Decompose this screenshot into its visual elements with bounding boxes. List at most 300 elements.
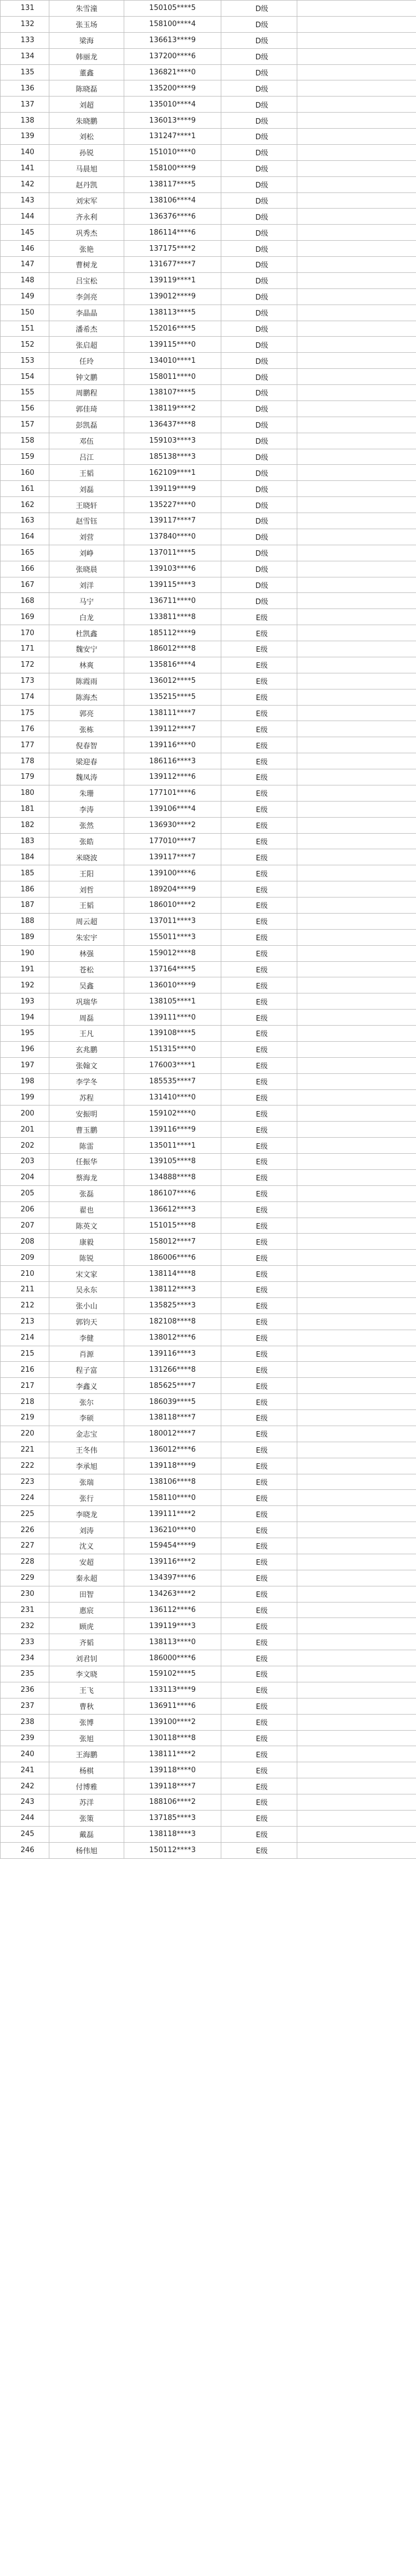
row-number-cell[interactable]: 211: [1, 1282, 49, 1298]
row-number-cell[interactable]: 145: [1, 225, 49, 241]
name-cell[interactable]: 刘洋: [49, 577, 124, 593]
name-cell[interactable]: 朱雪潼: [49, 1, 124, 17]
phone-cell[interactable]: 136911****6: [124, 1698, 221, 1714]
phone-cell[interactable]: 131266****8: [124, 1362, 221, 1378]
empty-cell[interactable]: [297, 1201, 416, 1218]
phone-cell[interactable]: 185112****9: [124, 625, 221, 641]
level-cell[interactable]: E级: [221, 1185, 297, 1201]
empty-cell[interactable]: [297, 977, 416, 993]
name-cell[interactable]: 齐永利: [49, 209, 124, 225]
level-cell[interactable]: E级: [221, 1698, 297, 1714]
level-cell[interactable]: E级: [221, 769, 297, 785]
name-cell[interactable]: 张行: [49, 1490, 124, 1506]
empty-cell[interactable]: [297, 1, 416, 17]
level-cell[interactable]: E级: [221, 1730, 297, 1746]
empty-cell[interactable]: [297, 1570, 416, 1586]
phone-cell[interactable]: 180012****7: [124, 1426, 221, 1442]
empty-cell[interactable]: [297, 1282, 416, 1298]
name-cell[interactable]: 朱珊: [49, 785, 124, 801]
level-cell[interactable]: E级: [221, 1682, 297, 1698]
level-cell[interactable]: E级: [221, 929, 297, 945]
phone-cell[interactable]: 138111****2: [124, 1746, 221, 1762]
level-cell[interactable]: E级: [221, 801, 297, 817]
row-number-cell[interactable]: 217: [1, 1378, 49, 1394]
empty-cell[interactable]: [297, 961, 416, 977]
level-cell[interactable]: D级: [221, 64, 297, 80]
level-cell[interactable]: E级: [221, 1666, 297, 1682]
row-number-cell[interactable]: 206: [1, 1201, 49, 1218]
empty-cell[interactable]: [297, 929, 416, 945]
phone-cell[interactable]: 138119****2: [124, 400, 221, 417]
name-cell[interactable]: 倪春智: [49, 737, 124, 753]
name-cell[interactable]: 李鑫义: [49, 1378, 124, 1394]
row-number-cell[interactable]: 146: [1, 241, 49, 257]
row-number-cell[interactable]: 221: [1, 1442, 49, 1458]
name-cell[interactable]: 陈锐: [49, 1250, 124, 1266]
level-cell[interactable]: D级: [221, 545, 297, 561]
row-number-cell[interactable]: 180: [1, 785, 49, 801]
phone-cell[interactable]: 186006****6: [124, 1250, 221, 1266]
phone-cell[interactable]: 135215****5: [124, 689, 221, 705]
name-cell[interactable]: 魏安宁: [49, 641, 124, 657]
level-cell[interactable]: E级: [221, 1026, 297, 1042]
name-cell[interactable]: 米晓波: [49, 849, 124, 865]
row-number-cell[interactable]: 169: [1, 609, 49, 625]
phone-cell[interactable]: 139116****0: [124, 737, 221, 753]
empty-cell[interactable]: [297, 48, 416, 64]
empty-cell[interactable]: [297, 176, 416, 192]
level-cell[interactable]: E级: [221, 625, 297, 641]
row-number-cell[interactable]: 139: [1, 129, 49, 145]
level-cell[interactable]: D级: [221, 129, 297, 145]
phone-cell[interactable]: 150105****5: [124, 1, 221, 17]
name-cell[interactable]: 王韬: [49, 465, 124, 481]
row-number-cell[interactable]: 163: [1, 513, 49, 529]
empty-cell[interactable]: [297, 1474, 416, 1490]
level-cell[interactable]: E级: [221, 689, 297, 705]
name-cell[interactable]: 刘宋军: [49, 192, 124, 209]
phone-cell[interactable]: 135825****3: [124, 1297, 221, 1314]
row-number-cell[interactable]: 234: [1, 1650, 49, 1666]
empty-cell[interactable]: [297, 1714, 416, 1730]
name-cell[interactable]: 梁海: [49, 32, 124, 48]
phone-cell[interactable]: 158011****0: [124, 369, 221, 385]
level-cell[interactable]: D级: [221, 1, 297, 17]
name-cell[interactable]: 顾虎: [49, 1618, 124, 1634]
name-cell[interactable]: 秦永超: [49, 1570, 124, 1586]
name-cell[interactable]: 陈海杰: [49, 689, 124, 705]
phone-cell[interactable]: 135010****4: [124, 97, 221, 113]
row-number-cell[interactable]: 141: [1, 160, 49, 176]
empty-cell[interactable]: [297, 1089, 416, 1106]
phone-cell[interactable]: 139118****7: [124, 1778, 221, 1794]
empty-cell[interactable]: [297, 1073, 416, 1089]
row-number-cell[interactable]: 239: [1, 1730, 49, 1746]
level-cell[interactable]: E级: [221, 1218, 297, 1234]
name-cell[interactable]: 李涛: [49, 801, 124, 817]
level-cell[interactable]: E级: [221, 1266, 297, 1282]
row-number-cell[interactable]: 227: [1, 1538, 49, 1554]
phone-cell[interactable]: 159102****0: [124, 1106, 221, 1122]
level-cell[interactable]: E级: [221, 1490, 297, 1506]
name-cell[interactable]: 林爽: [49, 657, 124, 673]
row-number-cell[interactable]: 195: [1, 1026, 49, 1042]
row-number-cell[interactable]: 156: [1, 400, 49, 417]
empty-cell[interactable]: [297, 945, 416, 961]
name-cell[interactable]: 杨伟旭: [49, 1842, 124, 1858]
row-number-cell[interactable]: 147: [1, 257, 49, 273]
phone-cell[interactable]: 139105****8: [124, 1154, 221, 1170]
name-cell[interactable]: 吕宝松: [49, 272, 124, 288]
empty-cell[interactable]: [297, 1138, 416, 1154]
phone-cell[interactable]: 139117****7: [124, 849, 221, 865]
empty-cell[interactable]: [297, 1746, 416, 1762]
name-cell[interactable]: 曹玉鹏: [49, 1122, 124, 1138]
empty-cell[interactable]: [297, 817, 416, 833]
name-cell[interactable]: 巩瑞华: [49, 993, 124, 1010]
row-number-cell[interactable]: 193: [1, 993, 49, 1010]
phone-cell[interactable]: 136376****6: [124, 209, 221, 225]
level-cell[interactable]: E级: [221, 1362, 297, 1378]
name-cell[interactable]: 王海鹏: [49, 1746, 124, 1762]
phone-cell[interactable]: 136612****3: [124, 1201, 221, 1218]
empty-cell[interactable]: [297, 497, 416, 513]
empty-cell[interactable]: [297, 1410, 416, 1426]
phone-cell[interactable]: 186000****6: [124, 1650, 221, 1666]
row-number-cell[interactable]: 173: [1, 673, 49, 689]
level-cell[interactable]: E级: [221, 1634, 297, 1650]
empty-cell[interactable]: [297, 1250, 416, 1266]
row-number-cell[interactable]: 166: [1, 561, 49, 577]
row-number-cell[interactable]: 167: [1, 577, 49, 593]
row-number-cell[interactable]: 236: [1, 1682, 49, 1698]
row-number-cell[interactable]: 155: [1, 385, 49, 401]
level-cell[interactable]: E级: [221, 785, 297, 801]
empty-cell[interactable]: [297, 801, 416, 817]
empty-cell[interactable]: [297, 1314, 416, 1330]
row-number-cell[interactable]: 174: [1, 689, 49, 705]
empty-cell[interactable]: [297, 449, 416, 465]
level-cell[interactable]: D级: [221, 417, 297, 433]
level-cell[interactable]: D级: [221, 113, 297, 129]
row-number-cell[interactable]: 183: [1, 833, 49, 849]
name-cell[interactable]: 任振华: [49, 1154, 124, 1170]
level-cell[interactable]: D级: [221, 16, 297, 32]
phone-cell[interactable]: 139111****0: [124, 1010, 221, 1026]
empty-cell[interactable]: [297, 1122, 416, 1138]
empty-cell[interactable]: [297, 561, 416, 577]
row-number-cell[interactable]: 176: [1, 721, 49, 737]
level-cell[interactable]: E级: [221, 1314, 297, 1330]
row-number-cell[interactable]: 245: [1, 1826, 49, 1842]
phone-cell[interactable]: 138117****5: [124, 176, 221, 192]
phone-cell[interactable]: 139115****0: [124, 337, 221, 353]
name-cell[interactable]: 周磊: [49, 1010, 124, 1026]
name-cell[interactable]: 沈义: [49, 1538, 124, 1554]
empty-cell[interactable]: [297, 657, 416, 673]
name-cell[interactable]: 杨棋: [49, 1762, 124, 1778]
row-number-cell[interactable]: 185: [1, 865, 49, 881]
empty-cell[interactable]: [297, 609, 416, 625]
phone-cell[interactable]: 137011****5: [124, 545, 221, 561]
name-cell[interactable]: 康毅: [49, 1234, 124, 1250]
level-cell[interactable]: E级: [221, 1138, 297, 1154]
empty-cell[interactable]: [297, 1154, 416, 1170]
phone-cell[interactable]: 134263****2: [124, 1586, 221, 1602]
name-cell[interactable]: 马宁: [49, 593, 124, 609]
row-number-cell[interactable]: 135: [1, 64, 49, 80]
phone-cell[interactable]: 139118****9: [124, 1458, 221, 1474]
empty-cell[interactable]: [297, 785, 416, 801]
empty-cell[interactable]: [297, 129, 416, 145]
level-cell[interactable]: D级: [221, 32, 297, 48]
empty-cell[interactable]: [297, 1778, 416, 1794]
phone-cell[interactable]: 137185****3: [124, 1810, 221, 1826]
row-number-cell[interactable]: 149: [1, 288, 49, 305]
empty-cell[interactable]: [297, 641, 416, 657]
name-cell[interactable]: 张小山: [49, 1297, 124, 1314]
level-cell[interactable]: E级: [221, 1378, 297, 1394]
row-number-cell[interactable]: 168: [1, 593, 49, 609]
name-cell[interactable]: 钟文鹏: [49, 369, 124, 385]
name-cell[interactable]: 张瑞: [49, 1474, 124, 1490]
name-cell[interactable]: 郭佳琦: [49, 400, 124, 417]
name-cell[interactable]: 潘希杰: [49, 321, 124, 337]
empty-cell[interactable]: [297, 1346, 416, 1362]
empty-cell[interactable]: [297, 1554, 416, 1570]
level-cell[interactable]: D级: [221, 385, 297, 401]
name-cell[interactable]: 程子富: [49, 1362, 124, 1378]
empty-cell[interactable]: [297, 833, 416, 849]
level-cell[interactable]: D级: [221, 176, 297, 192]
row-number-cell[interactable]: 170: [1, 625, 49, 641]
name-cell[interactable]: 惠宸: [49, 1602, 124, 1618]
name-cell[interactable]: 张晓晨: [49, 561, 124, 577]
phone-cell[interactable]: 139012****9: [124, 288, 221, 305]
phone-cell[interactable]: 182108****8: [124, 1314, 221, 1330]
phone-cell[interactable]: 159102****5: [124, 1666, 221, 1682]
level-cell[interactable]: D级: [221, 513, 297, 529]
level-cell[interactable]: E级: [221, 1714, 297, 1730]
phone-cell[interactable]: 139119****1: [124, 272, 221, 288]
level-cell[interactable]: E级: [221, 961, 297, 977]
row-number-cell[interactable]: 241: [1, 1762, 49, 1778]
empty-cell[interactable]: [297, 673, 416, 689]
phone-cell[interactable]: 158012****7: [124, 1234, 221, 1250]
name-cell[interactable]: 孙锐: [49, 144, 124, 160]
phone-cell[interactable]: 131677****7: [124, 257, 221, 273]
empty-cell[interactable]: [297, 1730, 416, 1746]
name-cell[interactable]: 王冬伟: [49, 1442, 124, 1458]
phone-cell[interactable]: 189204****9: [124, 881, 221, 897]
name-cell[interactable]: 王阳: [49, 865, 124, 881]
empty-cell[interactable]: [297, 209, 416, 225]
phone-cell[interactable]: 138118****7: [124, 1410, 221, 1426]
phone-cell[interactable]: 139106****4: [124, 801, 221, 817]
name-cell[interactable]: 刘涛: [49, 1522, 124, 1538]
row-number-cell[interactable]: 235: [1, 1666, 49, 1682]
empty-cell[interactable]: [297, 465, 416, 481]
row-number-cell[interactable]: 187: [1, 897, 49, 914]
row-number-cell[interactable]: 171: [1, 641, 49, 657]
name-cell[interactable]: 白龙: [49, 609, 124, 625]
row-number-cell[interactable]: 177: [1, 737, 49, 753]
level-cell[interactable]: E级: [221, 1410, 297, 1426]
empty-cell[interactable]: [297, 433, 416, 449]
name-cell[interactable]: 王韬: [49, 897, 124, 914]
level-cell[interactable]: D级: [221, 593, 297, 609]
empty-cell[interactable]: [297, 865, 416, 881]
empty-cell[interactable]: [297, 385, 416, 401]
name-cell[interactable]: 翟也: [49, 1201, 124, 1218]
name-cell[interactable]: 张玉场: [49, 16, 124, 32]
row-number-cell[interactable]: 148: [1, 272, 49, 288]
empty-cell[interactable]: [297, 721, 416, 737]
name-cell[interactable]: 安超: [49, 1554, 124, 1570]
phone-cell[interactable]: 177101****6: [124, 785, 221, 801]
empty-cell[interactable]: [297, 400, 416, 417]
row-number-cell[interactable]: 182: [1, 817, 49, 833]
row-number-cell[interactable]: 224: [1, 1490, 49, 1506]
row-number-cell[interactable]: 208: [1, 1234, 49, 1250]
level-cell[interactable]: E级: [221, 1474, 297, 1490]
row-number-cell[interactable]: 219: [1, 1410, 49, 1426]
name-cell[interactable]: 蔡海龙: [49, 1169, 124, 1185]
phone-cell[interactable]: 137200****6: [124, 48, 221, 64]
empty-cell[interactable]: [297, 113, 416, 129]
level-cell[interactable]: E级: [221, 1746, 297, 1762]
level-cell[interactable]: E级: [221, 1826, 297, 1842]
phone-cell[interactable]: 135816****4: [124, 657, 221, 673]
empty-cell[interactable]: [297, 1026, 416, 1042]
phone-cell[interactable]: 139108****5: [124, 1026, 221, 1042]
level-cell[interactable]: E级: [221, 1538, 297, 1554]
name-cell[interactable]: 安振明: [49, 1106, 124, 1122]
phone-cell[interactable]: 185138****3: [124, 449, 221, 465]
phone-cell[interactable]: 186114****6: [124, 225, 221, 241]
row-number-cell[interactable]: 154: [1, 369, 49, 385]
empty-cell[interactable]: [297, 1634, 416, 1650]
level-cell[interactable]: E级: [221, 1794, 297, 1811]
name-cell[interactable]: 赵雪钰: [49, 513, 124, 529]
empty-cell[interactable]: [297, 897, 416, 914]
empty-cell[interactable]: [297, 1010, 416, 1026]
phone-cell[interactable]: 139119****9: [124, 481, 221, 497]
row-number-cell[interactable]: 197: [1, 1057, 49, 1073]
phone-cell[interactable]: 137011****3: [124, 913, 221, 929]
row-number-cell[interactable]: 188: [1, 913, 49, 929]
empty-cell[interactable]: [297, 369, 416, 385]
level-cell[interactable]: E级: [221, 897, 297, 914]
empty-cell[interactable]: [297, 241, 416, 257]
phone-cell[interactable]: 155011****3: [124, 929, 221, 945]
phone-cell[interactable]: 139116****2: [124, 1554, 221, 1570]
phone-cell[interactable]: 139100****6: [124, 865, 221, 881]
empty-cell[interactable]: [297, 1506, 416, 1522]
row-number-cell[interactable]: 161: [1, 481, 49, 497]
phone-cell[interactable]: 134397****6: [124, 1570, 221, 1586]
empty-cell[interactable]: [297, 80, 416, 97]
empty-cell[interactable]: [297, 1057, 416, 1073]
row-number-cell[interactable]: 190: [1, 945, 49, 961]
row-number-cell[interactable]: 199: [1, 1089, 49, 1106]
phone-cell[interactable]: 138106****4: [124, 192, 221, 209]
phone-cell[interactable]: 162109****1: [124, 465, 221, 481]
row-number-cell[interactable]: 230: [1, 1586, 49, 1602]
row-number-cell[interactable]: 200: [1, 1106, 49, 1122]
level-cell[interactable]: D级: [221, 529, 297, 545]
row-number-cell[interactable]: 158: [1, 433, 49, 449]
phone-cell[interactable]: 138118****3: [124, 1826, 221, 1842]
level-cell[interactable]: D级: [221, 257, 297, 273]
empty-cell[interactable]: [297, 1234, 416, 1250]
level-cell[interactable]: E级: [221, 721, 297, 737]
row-number-cell[interactable]: 218: [1, 1394, 49, 1410]
empty-cell[interactable]: [297, 305, 416, 321]
level-cell[interactable]: E级: [221, 1810, 297, 1826]
row-number-cell[interactable]: 229: [1, 1570, 49, 1586]
name-cell[interactable]: 苍松: [49, 961, 124, 977]
name-cell[interactable]: 陈雷: [49, 1138, 124, 1154]
row-number-cell[interactable]: 192: [1, 977, 49, 993]
name-cell[interactable]: 张启超: [49, 337, 124, 353]
level-cell[interactable]: D级: [221, 48, 297, 64]
phone-cell[interactable]: 133113****9: [124, 1682, 221, 1698]
phone-cell[interactable]: 131247****1: [124, 129, 221, 145]
empty-cell[interactable]: [297, 1185, 416, 1201]
phone-cell[interactable]: 186039****5: [124, 1394, 221, 1410]
name-cell[interactable]: 刘营: [49, 529, 124, 545]
name-cell[interactable]: 巩秀杰: [49, 225, 124, 241]
name-cell[interactable]: 邓伍: [49, 433, 124, 449]
level-cell[interactable]: E级: [221, 1297, 297, 1314]
name-cell[interactable]: 李承旭: [49, 1458, 124, 1474]
level-cell[interactable]: E级: [221, 657, 297, 673]
phone-cell[interactable]: 138113****5: [124, 305, 221, 321]
level-cell[interactable]: D级: [221, 561, 297, 577]
phone-cell[interactable]: 136613****9: [124, 32, 221, 48]
level-cell[interactable]: D级: [221, 465, 297, 481]
name-cell[interactable]: 齐韬: [49, 1634, 124, 1650]
name-cell[interactable]: 董鑫: [49, 64, 124, 80]
level-cell[interactable]: E级: [221, 673, 297, 689]
row-number-cell[interactable]: 204: [1, 1169, 49, 1185]
name-cell[interactable]: 玄兆鹏: [49, 1041, 124, 1057]
row-number-cell[interactable]: 162: [1, 497, 49, 513]
level-cell[interactable]: E级: [221, 881, 297, 897]
row-number-cell[interactable]: 186: [1, 881, 49, 897]
row-number-cell[interactable]: 165: [1, 545, 49, 561]
phone-cell[interactable]: 139116****9: [124, 1122, 221, 1138]
phone-cell[interactable]: 152016****5: [124, 321, 221, 337]
empty-cell[interactable]: [297, 1682, 416, 1698]
level-cell[interactable]: E级: [221, 977, 297, 993]
phone-cell[interactable]: 159454****9: [124, 1538, 221, 1554]
empty-cell[interactable]: [297, 1378, 416, 1394]
name-cell[interactable]: 宋文家: [49, 1266, 124, 1282]
empty-cell[interactable]: [297, 16, 416, 32]
phone-cell[interactable]: 136437****8: [124, 417, 221, 433]
phone-cell[interactable]: 136013****9: [124, 113, 221, 129]
phone-cell[interactable]: 139112****6: [124, 769, 221, 785]
empty-cell[interactable]: [297, 481, 416, 497]
phone-cell[interactable]: 186116****3: [124, 753, 221, 769]
row-number-cell[interactable]: 213: [1, 1314, 49, 1330]
name-cell[interactable]: 李文晓: [49, 1666, 124, 1682]
level-cell[interactable]: E级: [221, 913, 297, 929]
level-cell[interactable]: E级: [221, 833, 297, 849]
row-number-cell[interactable]: 134: [1, 48, 49, 64]
